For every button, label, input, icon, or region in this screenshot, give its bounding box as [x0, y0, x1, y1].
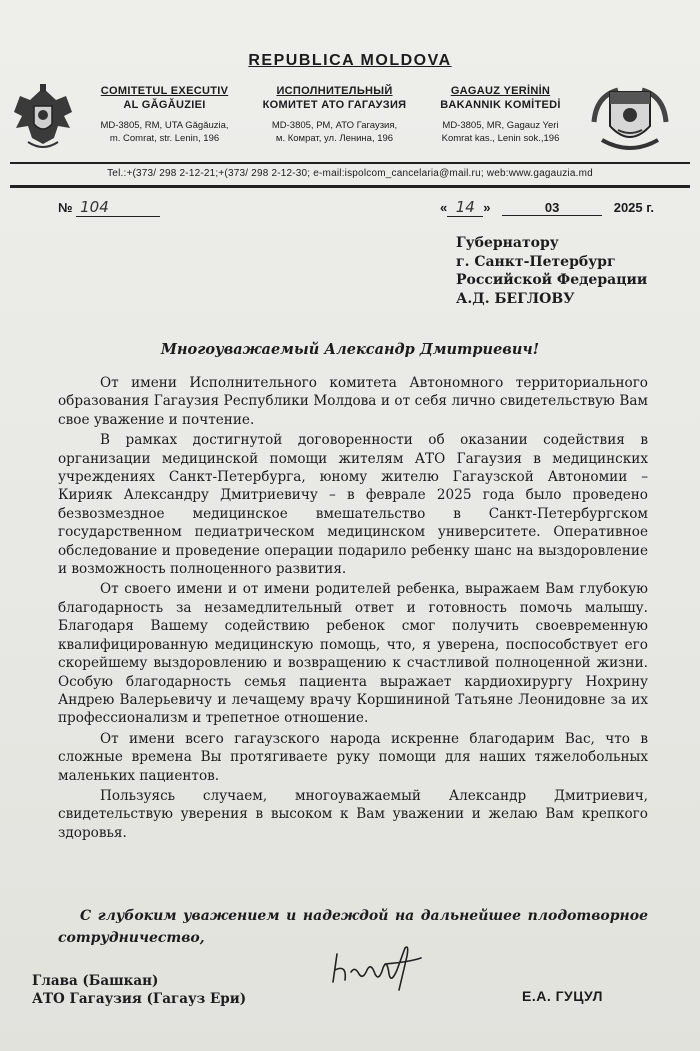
handwritten-signature-icon: [325, 940, 425, 1000]
date-year: 2025 г.: [613, 200, 654, 215]
date-quote-open: «: [440, 200, 448, 215]
letterhead-divider-bold: [10, 185, 690, 188]
addressee-line: А.Д. БЕГЛОВУ: [456, 290, 575, 307]
org-block-romanian: [82, 84, 247, 145]
org-name-line2: КОМИТЕТ АТО ГАГАУЗИЯ: [262, 99, 407, 111]
number-label: №: [58, 200, 73, 215]
signatory-title: [32, 972, 246, 1008]
body-paragraph: От имени всего гагаузского народа искренне благодарим Вас, что в сложные времена Вы протягиваете руку помощи для наших тяжелобольных маленьких пациентов.: [58, 730, 648, 784]
registration-number: [58, 198, 160, 217]
addressee-block: [456, 234, 647, 308]
org-address-line1: MD-3805, РМ, АТО Гагаузия,: [271, 120, 398, 131]
org-name-line2: BAKANNIK KOMİTEDİ: [440, 99, 561, 111]
moldova-coat-of-arms-icon: [10, 82, 76, 154]
gagauzia-coat-of-arms-icon: [588, 82, 672, 158]
addressee-line: Губернатору: [456, 235, 559, 251]
signatory-name: Е.А. ГУЦУЛ: [522, 988, 603, 1004]
org-name-line1: ИСПОЛНИТЕЛЬНЫЙ: [276, 85, 393, 97]
letterhead-divider: [10, 162, 690, 164]
date-quote-close: »: [483, 200, 491, 215]
addressee-line: Российской Федерации: [456, 272, 648, 288]
salutation: Многоуважаемый Александр Дмитриевич!: [160, 341, 540, 358]
org-name-line1: GAGAUZ YERİNİN: [450, 85, 551, 97]
body-paragraph: В рамках достигнутой договоренности об оказании содействия в организации медицинской помощи жителям АТО Гагаузия в медицинских учреждениях Санкт-Петербурга, юному жителю Гагаузской Автономии – Кирияк Александру Дмитриевичу – в феврале 2025 года было проведено безвозмездное медицинское вмешательство в Санкт-Петербургском государственном педиатрическом медицинском университете. Оперативное обследование и проведение операции подарило ребенку шанс на выздоровление и возможность полноценного развития.: [58, 432, 648, 578]
org-address-line2: m. Comrat, str. Lenin, 196: [109, 133, 220, 144]
date-month: 03: [502, 200, 602, 216]
org-address-line2: Komrat kas., Lenin sok.,196: [441, 133, 560, 144]
addressee-line: г. Санкт-Петербург: [456, 253, 616, 270]
number-value: 104: [76, 198, 160, 217]
country-title: REPUBLICA MOLDOVA: [248, 52, 452, 69]
letter-date: [440, 198, 654, 217]
signatory-title-line1: Глава (Башкан): [32, 973, 159, 989]
body-paragraph: От имени Исполнительного комитета Автономного территориального образования Гагаузия Республики Молдова и от себя лично свидетельствую Вам свое уважение и почтение.: [58, 375, 648, 428]
body-paragraph: Пользуясь случаем, многоуважаемый Александр Дмитриевич, свидетельствую уверения в высоком к Вам уважении и желаю Вам крепкого здоровья.: [58, 787, 648, 841]
signatory-title-line2: АТО Гагаузия (Гагауз Ери): [32, 991, 247, 1007]
closing-phrase: С глубоким уважением и надеждой на дальнейшее плодотворное сотрудничество,: [58, 908, 648, 946]
body-paragraph: От своего имени и от имени родителей ребенка, выражаем Вам глубокую благодарность за незамедлительный ответ и готовность помочь малышу. Благодаря Вашему содействию ребенок смог получить своевременную квалифицированную медицинскую помощь, что, я уверена, поспособствует его скорейшему выздоровлению и возвращению к счастливой полноценной жизни. Особую благодарность семья пациента выражает кардиохирургу Нохрину Андрею Валерьевичу и лечащему врачу Коршининой Татьяне Леонидовне за их профессионализм и трепетное отношение.: [58, 581, 648, 727]
org-block-russian: [252, 84, 417, 145]
contact-line: Tel.:+(373/ 298 2-12-21;+(373/ 298 2-12-30; e-mail:ispolcom_cancelaria@mail.ru; web:www.gagauzia.md: [107, 168, 593, 179]
org-address-line2: м. Комрат, ул. Ленина, 196: [275, 133, 394, 144]
date-day: 14: [447, 198, 483, 217]
letter-body: [58, 374, 648, 844]
org-address-line1: MD-3805, RM, UTA Găgăuzia,: [100, 120, 229, 131]
org-address-line1: MD-3805, MR, Gagauz Yeri: [442, 120, 559, 131]
org-block-gagauz: [418, 84, 583, 145]
org-name-line2: AL GĂGĂUZIEI: [123, 99, 206, 111]
org-name-line1: COMITETUL EXECUTIV: [100, 85, 229, 97]
